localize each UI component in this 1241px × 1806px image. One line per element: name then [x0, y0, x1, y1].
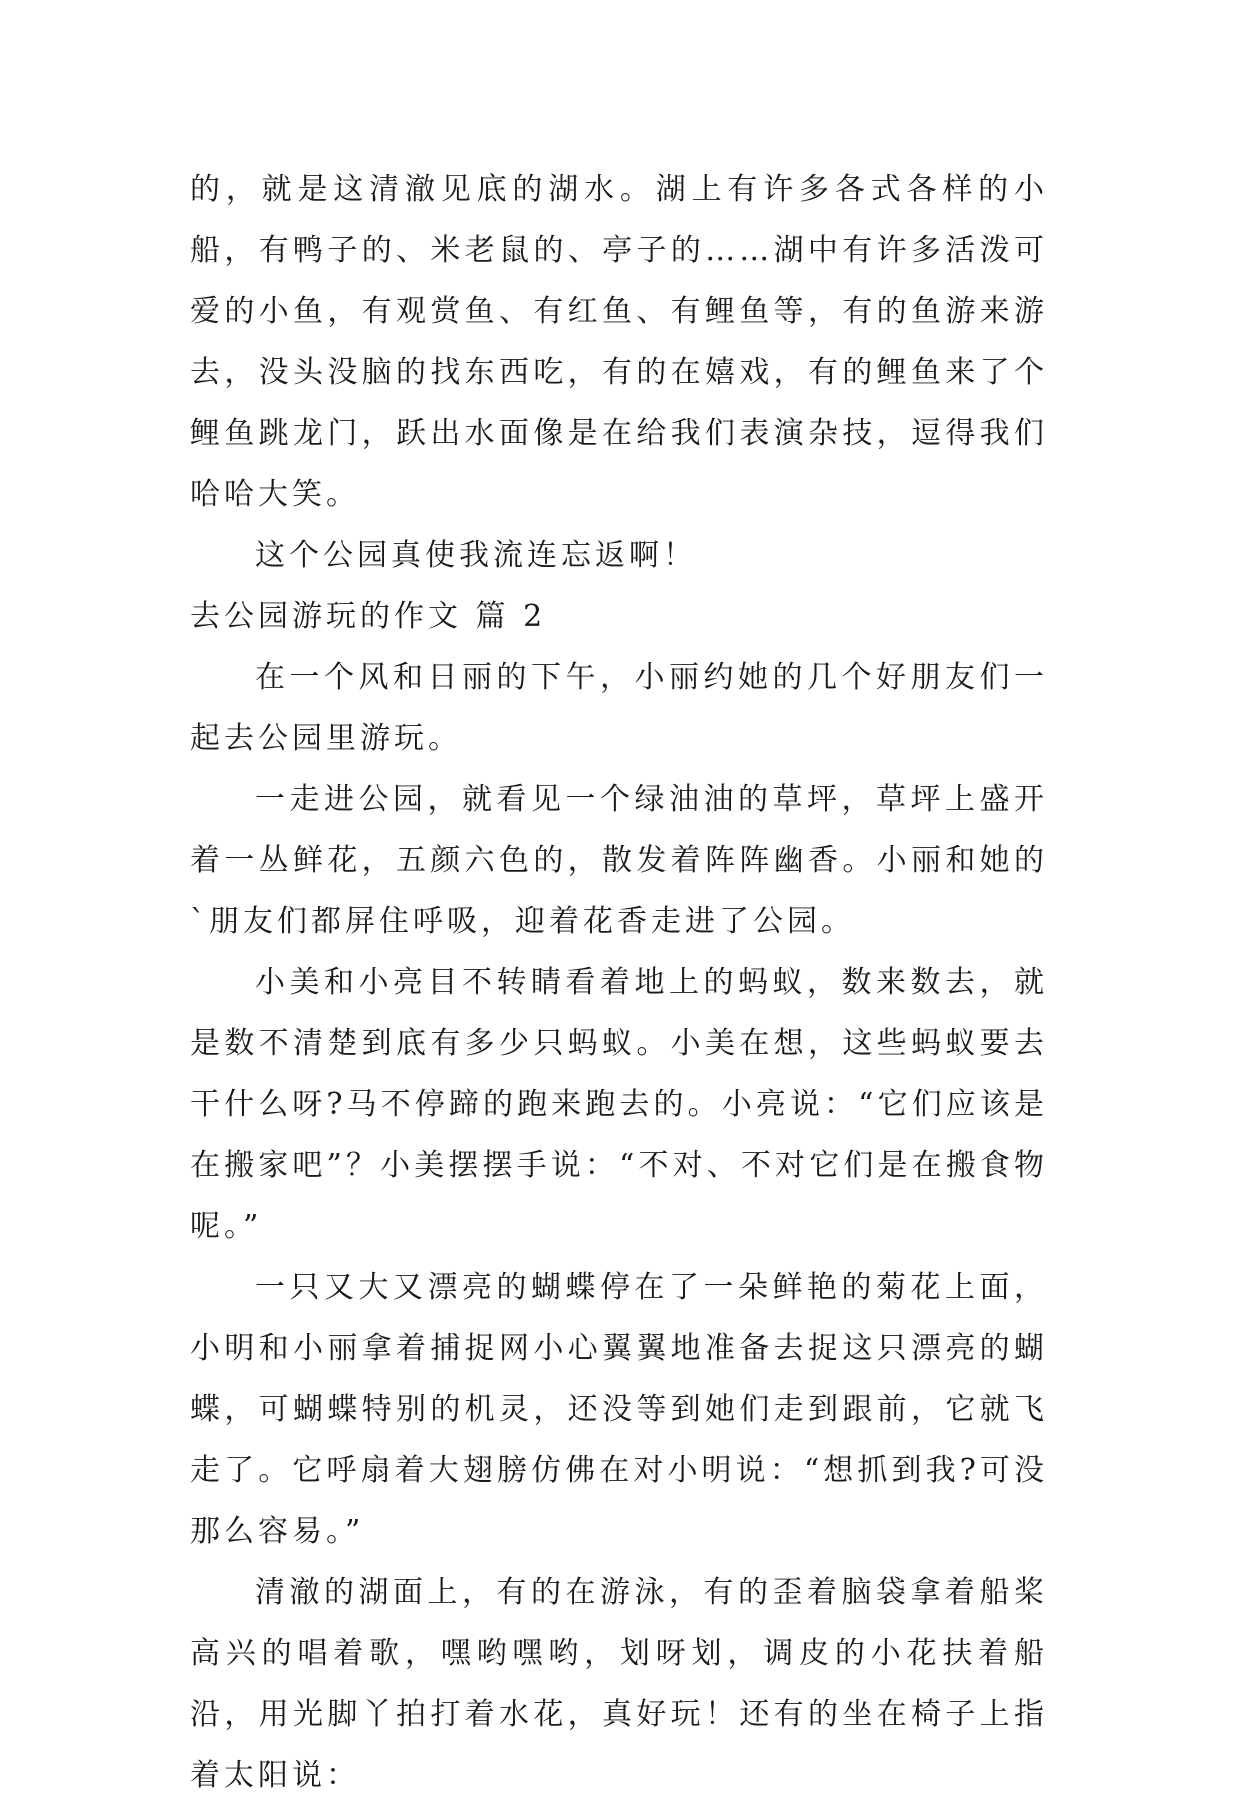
paragraph-lake-boating: 清澈的湖面上，有的在游泳，有的歪着脑袋拿着船桨高兴的唱着歌，嘿哟嘿哟，划呀划，调皮的小花扶着船沿，用光脚丫拍打着水花，真好玩！还有的坐在椅子上指着太阳说：: [190, 1575, 1048, 1793]
paragraph-butterfly: 一只又大又漂亮的蝴蝶停在了一朵鲜艳的菊花上面，小明和小丽拿着捕捉网小心翼翼地准备去捉这只漂亮的蝴蝶，可蝴蝶特别的机灵，还没等到她们走到跟前，它就飞走了。它呼扇着大翅膀仿佛在对小明说：“想抓到我?可没那么容易。”: [190, 1270, 1048, 1549]
paragraph-lake-continued: 的，就是这清澈见底的湖水。湖上有许多各式各样的小船，有鸭子的、米老鼠的、亭子的……湖中有许多活泼可爱的小鱼，有观赏鱼、有红鱼、有鲤鱼等，有的鱼游来游去，没头没脑的找东西吃，有的在嬉戏，有的鲤鱼来了个鲤鱼跳龙门，跃出水面像是在给我们表演杂技，逗得我们哈哈大笑。: [190, 172, 1048, 512]
paragraph-intro: 在一个风和日丽的下午，小丽约她的几个好朋友们一起去公园里游玩。: [190, 660, 1048, 756]
section-heading: 去公园游玩的作文 篇 2: [190, 599, 547, 634]
document-body: [190, 159, 1048, 1806]
paragraph-ants: 小美和小亮目不转睛看着地上的蚂蚁，数来数去，就是数不清楚到底有多少只蚂蚁。小美在想，这些蚂蚁要去干什么呀?马不停蹄的跑来跑去的。小亮说：“它们应该是在搬家吧”？小美摆摆手说：“不对、不对它们是在搬食物呢。”: [190, 965, 1048, 1244]
paragraph-conclusion: 这个公园真使我流连忘返啊！: [255, 538, 697, 573]
paragraph-lawn: 一走进公园，就看见一个绿油油的草坪，草坪上盛开着一丛鲜花，五颜六色的，散发着阵阵幽香。小丽和她的`朋友们都屏住呼吸，迎着花香走进了公园。: [190, 782, 1048, 939]
